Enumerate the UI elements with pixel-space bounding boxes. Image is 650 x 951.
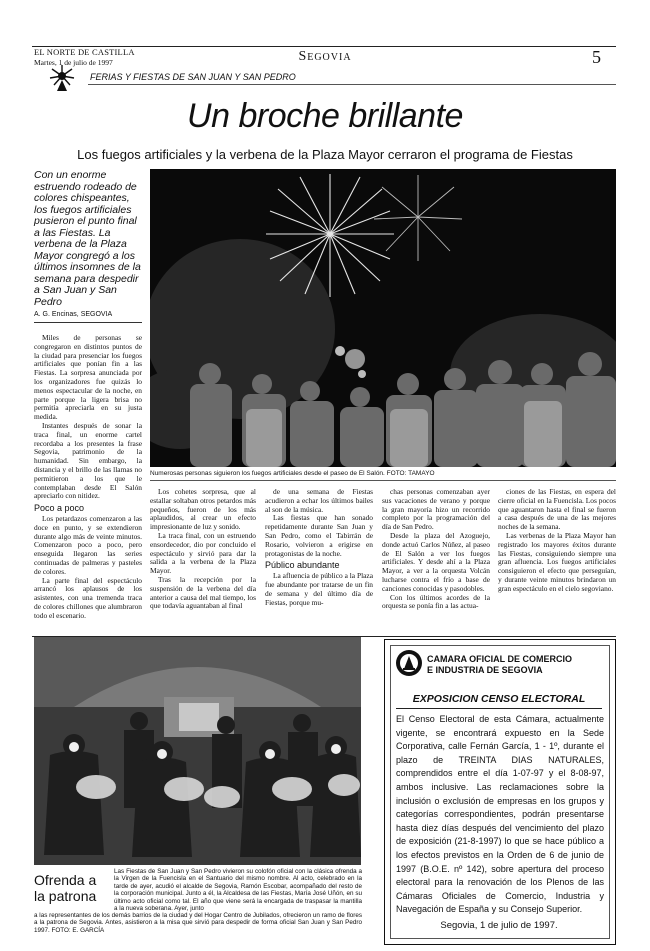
photo-caption <box>150 470 616 477</box>
paragraph: chas personas comenzaban ayer sus vacaciones de verano y porque la gran mayoría hizo un recorrido completo por la programación del día de San Pedro. <box>382 487 490 532</box>
article-column-5 <box>498 488 616 594</box>
fireworks-photo <box>150 169 616 467</box>
paragraph: Las fiestas que han sonado repetidamente durante San Juan y San Pedro, como el Tabirrán de Rosario, volvieron a erigirse en protagonistas de la noche. <box>265 513 373 558</box>
paragraph: Tras la recepción por la suspensión de la verbena del día anterior a causa del mal tiempo, los que todavía aguantaban al final <box>150 574 256 611</box>
byline-rule <box>34 322 142 323</box>
newspaper-name: EL NORTE DE CASTILLA <box>34 47 135 57</box>
kicker-rule <box>88 84 616 85</box>
paragraph: Instantes después de sonar la traca final, un enorme cartel recordaba a los presentes la frase Segovia, patrimonio de la humanidad. Sin embargo, la distancia y el brillo de las llamas no permitieron a los que le contemplaban desde El Salón apreciarlo con nitidez. <box>34 420 142 501</box>
second-story-caption-text: a las representantes de los demás barrios de la ciudad y del Hogar Centro de Jubilados, ofrecieron un ramo de flores a la patrona de Segovia. Antes, asistieron a la misa que sirvió para despedir de forma oficial San Juan y San Pedro 1997. <box>34 912 362 934</box>
chamber-emblem-icon <box>395 649 423 677</box>
article-column-2 <box>150 488 256 611</box>
advertisement-title: EXPOSICION CENSO ELECTORAL <box>412 693 586 705</box>
section-kicker: FERIAS Y FIESTAS DE SAN JUAN Y SAN PEDRO <box>90 72 296 82</box>
advertisement-date: Segovia, 1 de julio de 1997. <box>440 920 558 931</box>
second-story-caption: Las Fiestas de San Juan y San Pedro vivieron su colofón oficial con la clásica ofrenda a la Virgen de la Fuencisla en el Santuario del mismo nombre. Al acto, celebrado en la tarde de ayer, acudió el alcalde de Segovia, Ramón Escobar, acompañado del resto de la corporación municipal. Junto a él, la Alcaldesa de las Fiestas, María José Uñón, en su último acto oficial como tal. El año que viene será la encargada de traspasar la mantilla a la nueva soberana. Ayer, junto <box>114 868 362 913</box>
paragraph: ciones de las Fiestas, en espera del cierre oficial en la Fuencisla. Los pocos que aguantaron hasta el final se fueron a casa después de una de las mejores noches de la semana. <box>498 487 616 532</box>
publication-date: Martes, 1 de julio de 1997 <box>34 58 113 67</box>
second-story-credit: FOTO: E. GARCÍA <box>51 926 105 934</box>
second-story-title: Ofrenda a la patrona <box>34 872 97 904</box>
lede: Con un enorme estruendo rodeado de colores chispeantes, los fuegos artificiales pusieron el punto final a las Fiestas. La verbena de la Plaza Mayor congregó a los últimos insomnes de la semana para despedir a San Juan y San Pedro <box>34 169 141 308</box>
photo-credit: FOTO: TAMAYO <box>386 470 435 477</box>
paragraph: Los cohetes sorpresa, que al estallar soltaban otros petardos más pequeños, fueron de los más aplaudidos, al crear un efecto impresionante de luz y sonido. <box>150 487 256 532</box>
article-column-4 <box>382 488 490 611</box>
article-column-1 <box>34 334 142 621</box>
paragraph: Los petardazos comenzaron a las doce en punto, y se extendieron durante algo más de veinte minutos. Comenzaron poco a poco, pero enseguida llegaron las series continuadas de palmeras y pasteles de colores. <box>34 513 142 576</box>
section-name: Segovia <box>298 49 352 64</box>
paragraph: Las verbenas de la Plaza Mayor han registrado los mayores éxitos durante las Fiestas, consiguiendo siempre una gran afluencia. Los fuegos artificiales consiguieron el efecto que perseguían, y durante veinte minutos brindaron un gran espectáculo en el cielo segoviano. <box>498 530 616 593</box>
paragraph: La afluencia de público a la Plaza fue abundante por tratarse de un fin de semana y del último día de Fiestas, porque mu- <box>265 571 373 607</box>
subhead: Público abundante <box>265 560 340 571</box>
page-number: 5 <box>592 47 601 67</box>
article-column-3 <box>265 488 373 607</box>
second-story-caption-cont <box>34 912 362 934</box>
ofrenda-photo <box>34 637 361 865</box>
paragraph: Con los últimos acordes de la orquesta se ponía fin a las actua- <box>382 592 490 611</box>
fiestas-logo-icon <box>48 64 76 92</box>
paragraph: Desde la plaza del Azoguejo, donde actuó Carlos Núñez, al paseo de El Salón a ver los fuegos artificiales. Y desde ahí a la Plaza Mayor, a ver a la orquesta Volcán lucharse contra el frío a base de canciones conocidas y pasodobles. <box>382 530 490 593</box>
paragraph: La traca final, con un estruendo ensordecedor, dio por concluido el espectáculo y sirvió para dar la salida a la verbena de la Plaza Mayor. <box>150 530 256 576</box>
advertisement-rule <box>396 708 602 709</box>
byline <box>34 311 142 318</box>
headline: Un broche brillante <box>187 97 463 135</box>
byline-author: A. G. Encinas, <box>34 311 79 318</box>
paragraph: Miles de personas se congregaron en distintos puntos de la ciudad para presenciar los fuegos artificiales que ponían fin a las Fiestas. La sorpresa anunciada por los organizadores fue quizás lo menos espectacular de la noche, en parte porque la ligera brisa no permitía apreciarla en su justa medida. <box>34 333 142 422</box>
byline-place: SEGOVIA <box>80 311 113 318</box>
advertiser-name-line-1: CAMARA OFICIAL DE COMERCIO <box>427 654 572 664</box>
paragraph: de una semana de Fiestas acudieron a echar los últimos bailes al son de la música. <box>265 487 373 514</box>
photo-caption-text: Numerosas personas siguieron los fuegos artificiales desde el paseo de El Salón. <box>150 470 385 477</box>
subhead: Poco a poco <box>34 503 85 514</box>
advertisement-body: El Censo Electoral de esta Cámara, actualmente vigente, se encontrará expuesto en la Sede Corporativa, calle Fernán García, 1 - 1º, durante el plazo de TREINTA DIAS NATURALES, comprendidos entre el día 1-07-97 y el 8-08-97, ambos inclusive. Las reclamaciones sobre la inclusión o exclusión de empresas en los grupos y categorías correspondientes, podrán presentarse hasta diez días después del vencimiento del plazo de exposición (21-8-1997) lo que se hace público a los efectos previstos en la Orden de 6 de junio de 1997 (B.O.E. nº 142), sobre apertura del proceso electoral para la renovación de los Plenos de las Cámaras Oficiales de Comercio, Industria y Navegación de España y su Consejo Superior. <box>396 714 604 915</box>
deck: Los fuegos artificiales y la verbena de la Plaza Mayor cerraron el programa de Fiestas <box>77 147 573 162</box>
advertiser-name <box>427 654 607 676</box>
paragraph: La parte final del espectáculo arrancó los aplausos de los asistentes, con una tremenda traca de colores chillones que alumbraron todo el escenario. <box>34 575 142 620</box>
caption-rule <box>150 480 616 481</box>
advertiser-name-line-2: E INDUSTRIA DE SEGOVIA <box>427 665 543 675</box>
